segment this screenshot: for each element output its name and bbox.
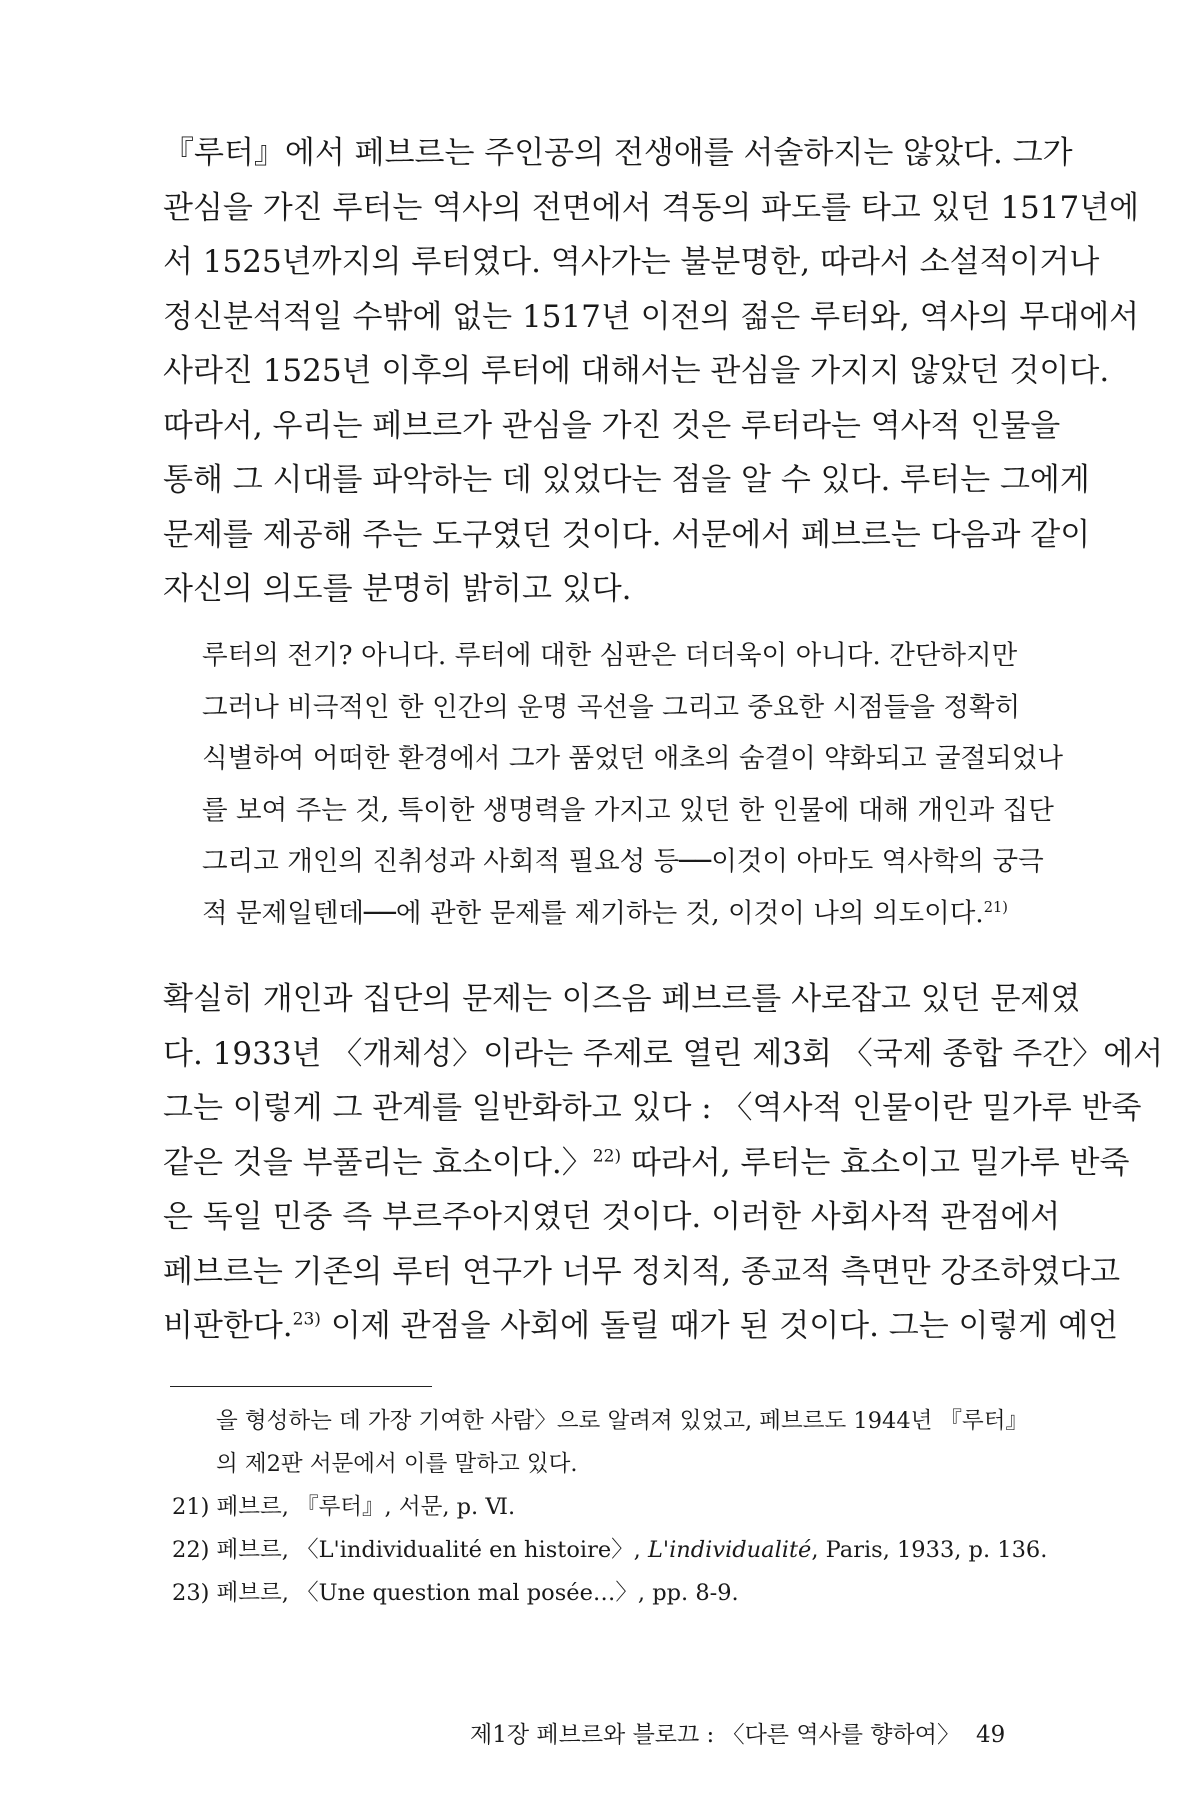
quote-line: 식별하여 어떠한 환경에서 그가 품었던 애초의 숨결이 약화되고 굴절되었나 bbox=[202, 743, 1063, 774]
footnote-divider bbox=[170, 1386, 432, 1387]
body-paragraph-2 bbox=[163, 972, 1164, 1354]
text-line: 페브르는 기존의 루터 연구가 너무 정치적, 종교적 측면만 강조하였다고 bbox=[163, 1253, 1121, 1290]
text-line: 통해 그 시대를 파악하는 데 있었다는 점을 알 수 있다. 루터는 그에게 bbox=[163, 462, 1090, 498]
text-line: 확실히 개인과 집단의 문제는 이즈음 페브르를 사로잡고 있던 문제였 bbox=[163, 981, 1081, 1017]
body-paragraph-1 bbox=[163, 126, 1140, 617]
footnote-22 bbox=[172, 1529, 1048, 1572]
footnote-ref-23: 23) bbox=[292, 1309, 321, 1330]
quote-line bbox=[202, 888, 1022, 940]
text-line: 사라진 1525년 이후의 루터에 대해서는 관심을 가지지 않았던 것이다. bbox=[163, 353, 1110, 389]
text-segment: 따라서, 루터는 효소이고 밀가루 반죽 bbox=[621, 1144, 1130, 1181]
running-footer bbox=[470, 1716, 1005, 1749]
footnotes bbox=[172, 1400, 1048, 1615]
footnote-ref-22: 22) bbox=[592, 1146, 622, 1167]
text-line: 다. 1933년 〈개체성〉이라는 주제로 열린 제3회 〈국제 종합 주간〉에서 bbox=[163, 1035, 1164, 1072]
text-line bbox=[163, 1136, 1130, 1191]
text-line: 정신분석적일 수밖에 없는 1517년 이전의 젊은 루터와, 역사의 무대에서 bbox=[163, 298, 1140, 335]
footnote-roman: Ⅵ. bbox=[485, 1494, 516, 1520]
text-line: 은 독일 민중 즉 부르주아지였던 것이다. 이러한 사회사적 관점에서 bbox=[163, 1199, 1061, 1235]
footnote-continuation: 의 제2판 서문에서 이를 말하고 있다. bbox=[216, 1451, 578, 1477]
footnote-continuation: 을 형성하는 데 가장 기여한 사람〉으로 알려져 있었고, 페브르도 1944년 『루터』 bbox=[216, 1408, 1029, 1434]
footnote-ref-21: 21) bbox=[983, 898, 1008, 916]
quote-line: 그러나 비극적인 한 인간의 운명 곡선을 그리고 중요한 시점들을 정확히 bbox=[202, 691, 1021, 723]
text-segment: 이제 관점을 사회에 돌릴 때가 된 것이다. 그는 이렇게 예언 bbox=[320, 1308, 1119, 1344]
quote-line: 루터의 전기? 아니다. 루터에 대한 심판은 더더욱이 아니다. 간단하지만 bbox=[202, 640, 1018, 671]
footnote-21 bbox=[172, 1486, 1022, 1529]
text-line: 관심을 가진 루터는 역사의 전면에서 격동의 파도를 타고 있던 1517년에 bbox=[163, 189, 1140, 226]
quote-line: 를 보여 주는 것, 특이한 생명력을 가지고 있던 한 인물에 대해 개인과 집단 bbox=[202, 794, 1054, 826]
text-line: 『루터』에서 페브르는 주인공의 전생애를 서술하지는 않았다. 그가 bbox=[163, 135, 1073, 171]
quote-line: 그리고 개인의 진취성과 사회적 필요성 등──이것이 아마도 역사학의 궁극 bbox=[202, 846, 1044, 877]
text-line bbox=[163, 1299, 1119, 1354]
text-line: 따라서, 우리는 페브르가 관심을 가진 것은 루터라는 역사적 인물을 bbox=[163, 407, 1061, 444]
chapter-title: 제1장 페브르와 블로끄 : 〈다른 역사를 향하여〉 bbox=[470, 1722, 960, 1748]
text-line: 자신의 의도를 분명히 밝히고 있다. bbox=[163, 571, 632, 607]
quote-text: 적 문제일텐데──에 관한 문제를 제기하는 것, 이것이 나의 의도이다. bbox=[202, 897, 984, 929]
footnote-text: , Paris, 1933, p. 136. bbox=[811, 1537, 1048, 1563]
text-segment: 비판한다. bbox=[163, 1308, 293, 1344]
text-segment: 같은 것을 부풀리는 효소이다.〉 bbox=[163, 1144, 593, 1181]
block-quote bbox=[202, 630, 1063, 939]
footnote-text: 21) 페브르, 『루터』, 서문, p. bbox=[172, 1494, 486, 1520]
footnote-italic-title: L'individualité bbox=[647, 1537, 812, 1563]
footnote-text: 22) 페브르, 〈L'individualité en histoire〉, bbox=[172, 1537, 648, 1563]
text-line: 서 1525년까지의 루터였다. 역사가는 불분명한, 따라서 소설적이거나 bbox=[163, 244, 1100, 280]
text-line: 그는 이렇게 그 관계를 일반화하고 있다 : 〈역사적 인물이란 밀가루 반죽 bbox=[163, 1090, 1142, 1126]
page-number: 49 bbox=[975, 1722, 1006, 1748]
footnote-23: 23) 페브르, 〈Une question mal posée…〉, pp. 8-9. bbox=[172, 1580, 739, 1606]
text-line: 문제를 제공해 주는 도구였던 것이다. 서문에서 페브르는 다음과 같이 bbox=[163, 516, 1091, 553]
